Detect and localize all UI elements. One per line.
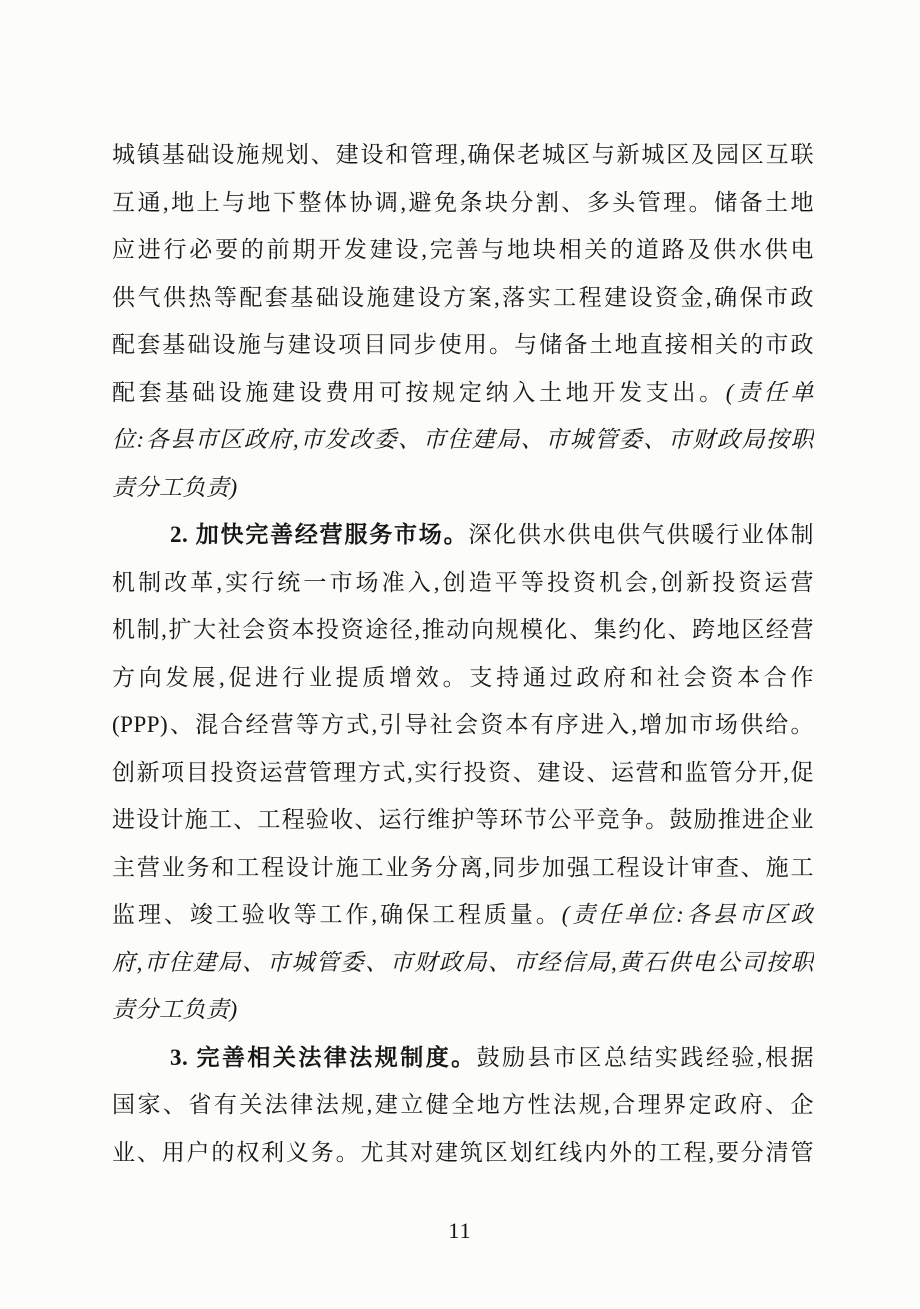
body-text-segment: 监理、竣工验收等工作,确保工程质量。 <box>112 902 562 927</box>
text-line <box>112 274 814 322</box>
text-line <box>112 321 814 369</box>
body-text-segment: 鼓励县市区总结实践经验,根据 <box>476 1044 814 1070</box>
responsibility-unit-segment: 责分工负责) <box>112 997 238 1022</box>
body-text-segment: 业、用户的权利义务。尤其对建筑区划红线内外的工程,要分清管 <box>112 1139 814 1165</box>
body-text-segment: 机制,扩大社会资本投资途径,推动向规模化、集约化、跨地区经营 <box>112 617 814 642</box>
body-text-segment: 机制改革,实行统一市场准入,创造平等投资机会,创新投资运营 <box>112 569 814 595</box>
text-line <box>112 369 814 417</box>
body-text-segment: 方向发展,促进行业提质增效。支持通过政府和社会资本合作 <box>112 664 814 690</box>
text-line <box>112 986 814 1034</box>
responsibility-unit-segment: 府,市住建局、市城管委、市财政局、市经信局,黄石供电公司按职 <box>112 949 814 975</box>
text-line <box>112 844 814 892</box>
text-line <box>112 1034 814 1082</box>
body-text-segment: 互通,地上与地下整体协调,避免条块分割、多头管理。储备土地 <box>112 189 814 215</box>
text-line <box>112 131 814 179</box>
responsibility-unit-segment: 责分工负责) <box>112 474 238 500</box>
numbered-heading-segment: 3. 完善相关法律法规制度。 <box>170 1044 477 1070</box>
text-line <box>112 891 814 939</box>
document-body <box>112 131 814 1176</box>
body-text-segment: 城镇基础设施规划、建设和管理,确保老城区与新城区及园区互联 <box>112 142 814 167</box>
body-text-segment: 进设计施工、工程验收、运行维护等环节公平竞争。鼓励推进企业 <box>112 807 814 832</box>
text-line <box>112 559 814 607</box>
responsibility-unit-segment: (责任单位:各县市区政 <box>561 902 814 927</box>
text-line <box>112 511 814 559</box>
numbered-heading-segment: 2. 加快完善经营服务市场。 <box>170 522 469 547</box>
body-text-segment: 供气供热等配套基础设施建设方案,落实工程建设资金,确保市政 <box>112 284 814 310</box>
text-line <box>112 464 814 512</box>
body-text-segment: 主营业务和工程设计施工业务分离,同步加强工程设计审查、施工 <box>112 854 814 880</box>
text-line <box>112 1129 814 1177</box>
body-text-segment: (PPP)、混合经营等方式,引导社会资本有序进入,增加市场供给。 <box>112 712 814 737</box>
text-line <box>112 654 814 702</box>
body-text-segment: 应进行必要的前期开发建设,完善与地块相关的道路及供水供电 <box>112 237 814 262</box>
text-line <box>112 701 814 749</box>
body-text-segment: 配套基础设施与建设项目同步使用。与储备土地直接相关的市政 <box>112 332 814 357</box>
text-line <box>112 226 814 274</box>
body-text-segment: 国家、省有关法律法规,建立健全地方性法规,合理界定政府、企 <box>112 1092 814 1117</box>
responsibility-unit-segment: 位:各县市区政府,市发改委、市住建局、市城管委、市财政局按职 <box>112 427 814 452</box>
body-text-segment: 深化供水供电供气供暖行业体制 <box>468 522 814 547</box>
text-line <box>112 606 814 654</box>
text-line <box>112 749 814 797</box>
text-line <box>112 796 814 844</box>
responsibility-unit-segment: (责任单 <box>725 379 814 405</box>
text-line <box>112 1081 814 1129</box>
body-text-segment: 配套基础设施建设费用可按规定纳入土地开发支出。 <box>112 379 726 405</box>
text-line <box>112 939 814 987</box>
text-line <box>112 179 814 227</box>
text-line <box>112 416 814 464</box>
body-text-segment: 创新项目投资运营管理方式,实行投资、建设、运营和监管分开,促 <box>112 759 814 785</box>
page-number: 11 <box>448 1218 472 1243</box>
